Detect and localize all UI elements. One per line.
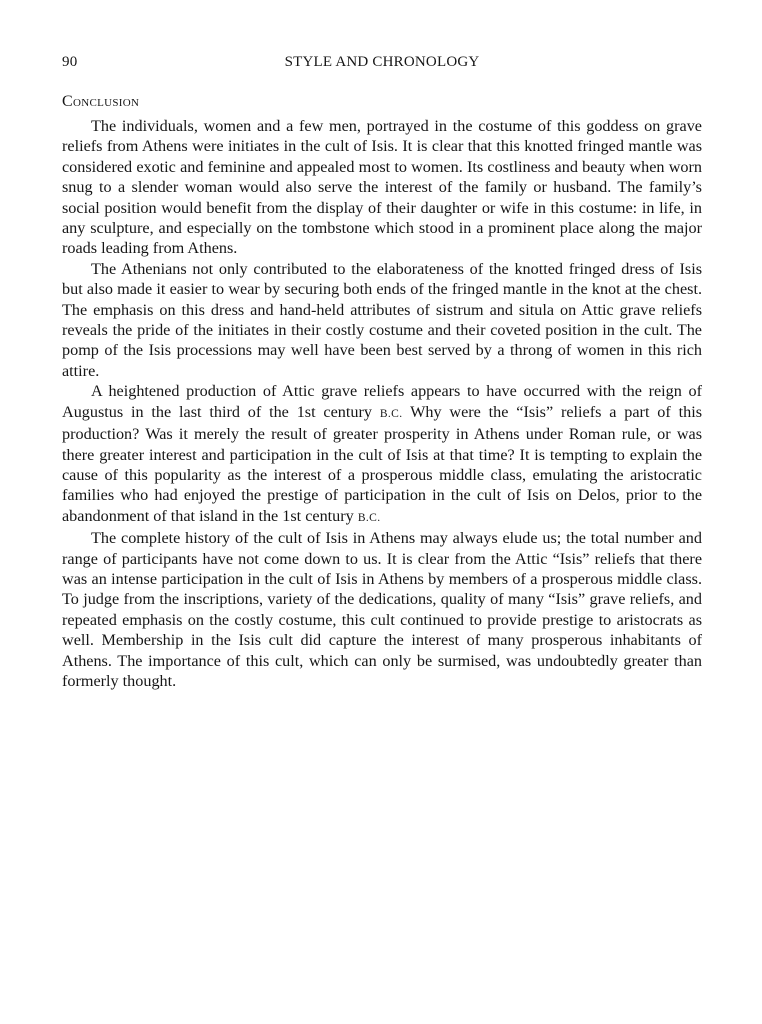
era-abbreviation: B.C. xyxy=(379,407,403,420)
paragraph-3 xyxy=(62,381,702,528)
paragraph-3-text-b: Why were the “Isis” reliefs a part of this production? Was it merely the result of greater prosperity in Athens under Roman rule, or was there greater interest and participation in the cult of Isis at that time? It is tempting to explain the cause of this popularity as the interest of a prosperous middle class, emulating the aristocratic families who had enjoyed the prestige of participation in the cult of Isis on Delos, prior to the abandonment of that island in the 1st century xyxy=(62,402,702,525)
paragraph-1: The individuals, women and a few men, portrayed in the costume of this goddess on grave reliefs from Athens were initiates in the cult of Isis. It is clear that this knotted fringed mantle was considered exotic and feminine and appealed most to women. Its costliness and beauty when worn snug to a slender woman would also serve the interest of the family or husband. The family’s social position would benefit from the display of their daughter or wife in this costume: in life, in any sculpture, and especially on the tombstone which stood in a prominent place along the major roads leading from Athens. xyxy=(62,117,702,258)
paragraph-2: The Athenians not only contributed to the elaborateness of the knotted fringed dress of Isis but also made it easier to wear by securing both ends of the fringed mantle in the knot at the chest. The emphasis on this dress and hand-held attributes of sistrum and situla on Attic grave reliefs reveals the pride of the initiates in their costly costume and their coveted position in the cult. The pomp of the Isis processions may well have been best served by a throng of women in this rich attire. xyxy=(62,259,702,380)
paragraph-3-text-a: A heightened production of Attic grave reliefs appears to have occurred with the reign of Augustus in the last third of the 1st century xyxy=(62,382,702,421)
running-head xyxy=(62,54,702,76)
running-title: STYLE AND CHRONOLOGY xyxy=(284,54,480,70)
page-number: 90 xyxy=(62,54,78,70)
era-abbreviation: B.C. xyxy=(357,511,381,524)
paragraph-4: The complete history of the cult of Isis in Athens may always elude us; the total number and range of participants have not come down to us. It is clear from the Attic “Isis” reliefs that there was an intense participation in the cult of Isis in Athens by members of a prosperous middle class. To judge from the inscriptions, variety of the dedications, quality of many “Isis” grave reliefs, and repeated emphasis on the costly costume, this cult continued to provide prestige to aristocrats as well. Membership in the Isis cult did capture the interest of many prosperous inhabitants of Athens. The importance of this cult, which can only be surmised, was undoubtedly greater than formerly thought. xyxy=(62,529,702,690)
section-heading: Conclusion xyxy=(62,93,140,110)
body-text xyxy=(62,116,702,691)
